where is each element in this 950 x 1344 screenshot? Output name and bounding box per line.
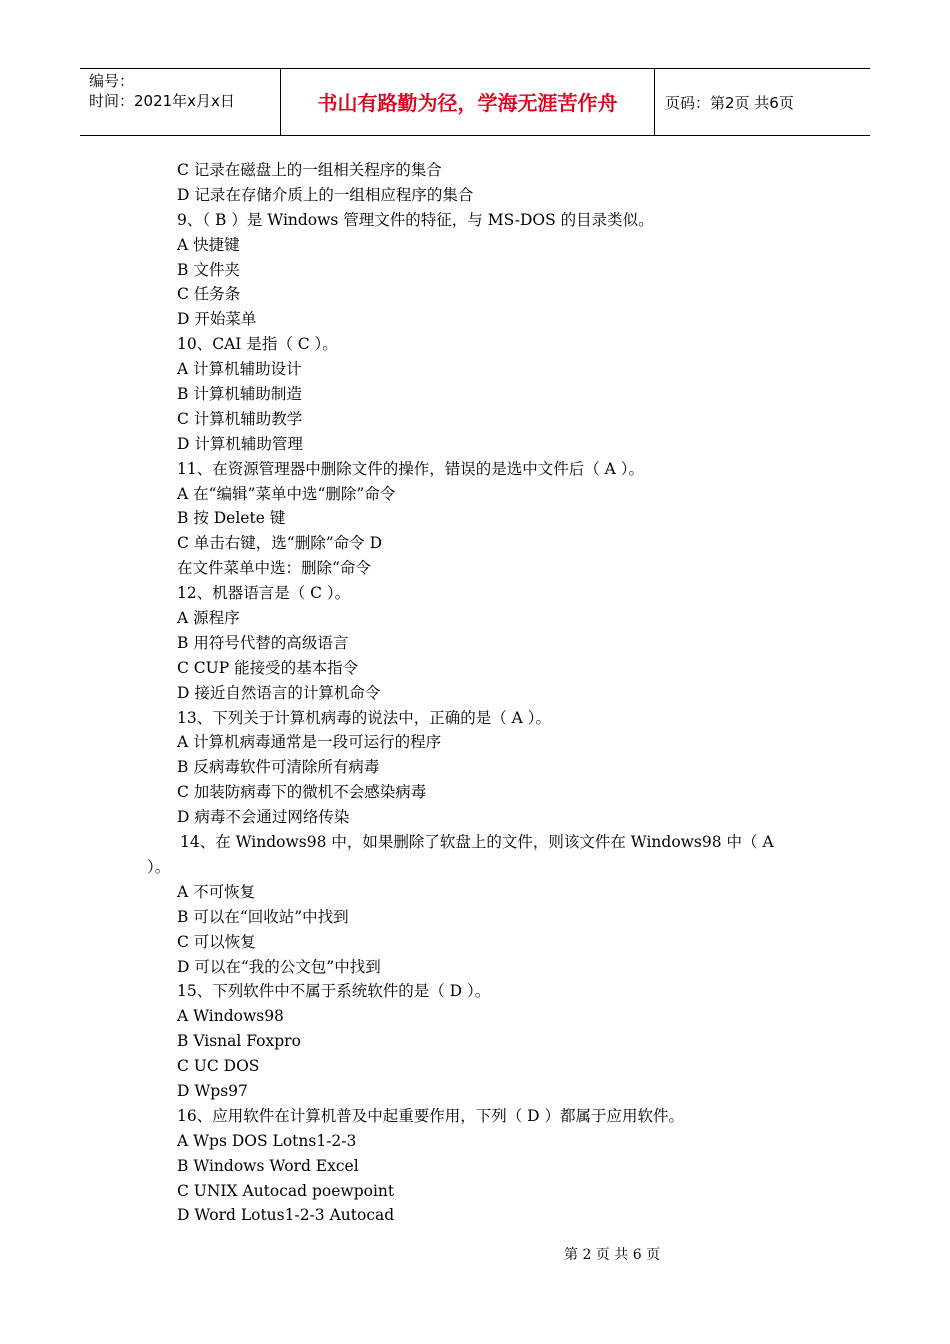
header-motto: 书山有路勤为径，学海无涯苦作舟 [281,69,655,135]
option-line: C 计算机辅助教学 [177,409,303,428]
option-line: D Wps97 [177,1081,248,1100]
option-line: D 开始菜单 [177,310,257,329]
header-page-info: 页码：第2页 共6页 [665,94,794,112]
page-footer: 第 2 页 共 6 页 [564,1247,661,1263]
page-header [80,68,870,136]
option-line: D 计算机辅助管理 [177,434,303,453]
option-line: D 病毒不会通过网络传染 [177,808,350,827]
option-line: B 用符号代替的高级语言 [177,633,349,652]
option-line: B Windows Word Excel [177,1156,359,1175]
option-line: A 在“编辑”菜单中选“删除”命令 [177,484,396,503]
option-line: B 文件夹 [177,260,240,279]
option-line: C 可以恢复 [177,932,256,951]
option-line: B 可以在“回收站”中找到 [177,907,349,926]
option-line: C 单击右键，选“删除”命令 D [177,534,382,553]
question-9: 9、（ B ）是 Windows 管理文件的特征，与 MS-DOS 的目录类似。 [177,210,654,229]
question-13: 13、下列关于计算机病毒的说法中，正确的是（ A ）。 [177,708,552,727]
option-line: D Word Lotus1-2-3 Autocad [177,1206,395,1225]
option-line: C 任务条 [177,285,241,304]
header-meta [80,69,281,135]
document-date: 时间：2021年x月x日 [89,92,235,110]
option-line: C UNIX Autocad poewpoint [177,1181,395,1200]
question-10: 10、CAI 是指（ C ）。 [177,335,338,354]
option-line: A Windows98 [177,1007,284,1026]
text-line: D 记录在存储介质上的一组相应程序的集合 [177,185,474,204]
option-line: 在文件菜单中选：删除“命令 [177,559,371,578]
question-15: 15、下列软件中不属于系统软件的是（ D ）。 [177,982,491,1001]
document-number-label: 编号： [89,72,135,90]
option-line: A 计算机辅助设计 [177,360,302,379]
option-line: B Visnal Foxpro [177,1032,301,1051]
option-line: A 计算机病毒通常是一段可运行的程序 [177,733,442,752]
question-12: 12、机器语言是（ C ）。 [177,584,351,603]
option-line: D 接近自然语言的计算机命令 [177,683,381,702]
option-line: C UC DOS [177,1057,260,1076]
option-line: D 可以在“我的公文包”中找到 [177,957,381,976]
question-11: 11、在资源管理器中删除文件的操作，错误的是选中文件后（ A ）。 [177,459,645,478]
option-line: A 快捷键 [177,235,240,254]
option-line: C 加装防病毒下的微机不会感染病毒 [177,783,427,802]
option-line: B 计算机辅助制造 [177,385,302,404]
option-line: A 源程序 [177,609,240,628]
question-16: 16、应用软件在计算机普及中起重要作用，下列（ D ）都属于应用软件。 [177,1106,685,1125]
option-line: B 按 Delete 键 [177,509,286,528]
question-content [0,158,950,1228]
option-line: A Wps DOS Lotns1-2-3 [177,1131,357,1150]
question-14-continuation: ）。 [147,857,171,876]
question-14: 14、在 Windows98 中，如果删除了软盘上的文件，则该文件在 Windows98 中（ A [180,833,774,852]
option-line: C CUP 能接受的基本指令 [177,658,359,677]
option-line: B 反病毒软件可清除所有病毒 [177,758,380,777]
text-line: C 记录在磁盘上的一组相关程序的集合 [177,161,442,179]
option-line: A 不可恢复 [177,882,256,901]
